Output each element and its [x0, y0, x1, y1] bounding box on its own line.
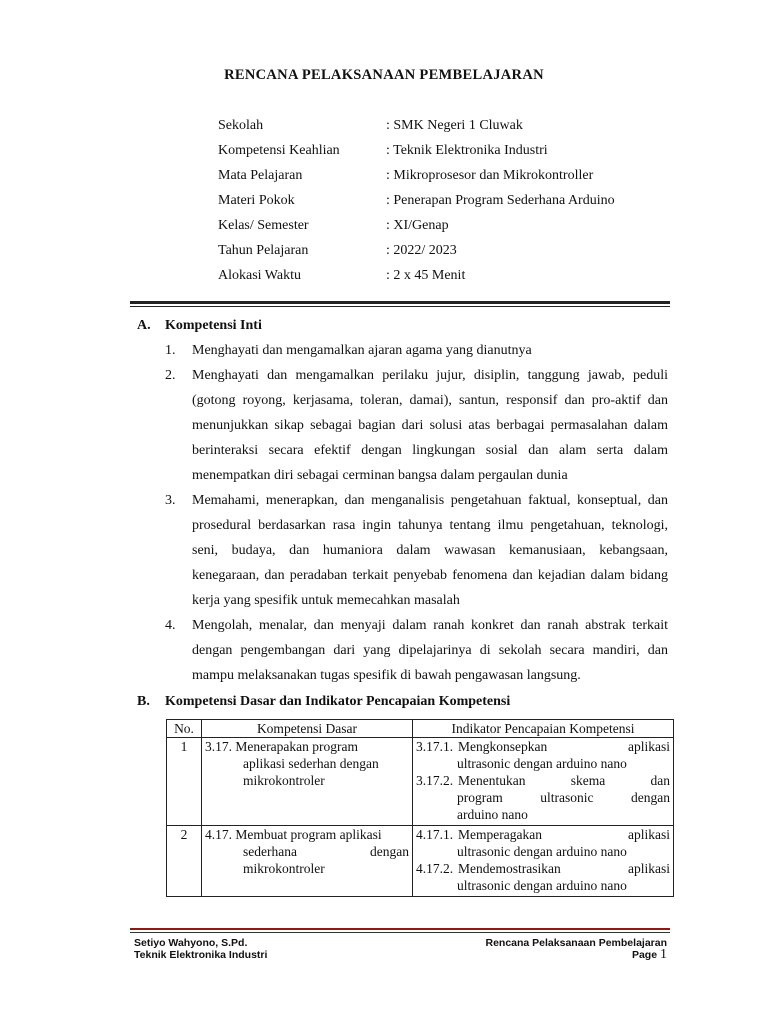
footer-department: Teknik Elektronika Industri: [134, 949, 268, 961]
footer-page-number: 1: [660, 947, 667, 962]
indicator-code: 3.17.2.: [416, 773, 454, 788]
indicator-text: Menentukan skema dan: [458, 773, 670, 788]
ki-item-3-line: prosedural berdasarkan rasa ingin tahunya tentang ilmu pengetahuan, teknologi,: [192, 518, 668, 533]
footer-page-label: Page: [631, 949, 658, 961]
info-value-mata-pelajaran: : Mikroprosesor dan Mikrokontroller: [386, 168, 594, 183]
footer-author: Setiyo Wahyono, S.Pd.: [134, 937, 248, 949]
ki-item-2-text: [192, 363, 668, 488]
document-title: RENCANA PELAKSANAAN PEMBELAJARAN: [224, 67, 544, 83]
kd-header-no: No.: [167, 720, 202, 738]
info-value-sekolah: : SMK Negeri 1 Cluwak: [386, 118, 523, 133]
table-row: [167, 738, 674, 826]
ki-item-3-number: 3.: [165, 493, 176, 508]
ki-item-3-line: kenegaraan, dan peradaban terkait penyebab fenomena dan kejadian dalam bidang: [192, 568, 668, 583]
ki-item-4-text: [192, 613, 668, 688]
info-value-kompetensi-keahlian: : Teknik Elektronika Industri: [386, 143, 548, 158]
section-b-title: Kompetensi Dasar dan Indikator Pencapaian Kompetensi: [165, 694, 511, 709]
info-value-alokasi-waktu: : 2 x 45 Menit: [386, 268, 466, 283]
info-label-kompetensi-keahlian: Kompetensi Keahlian: [218, 143, 340, 158]
indicator-text: ultrasonic dengan arduino nano: [457, 844, 627, 859]
info-value-kelas-semester: : XI/Genap: [386, 218, 449, 233]
ki-item-2-line: menunjukkan sikap sebagai bagian dari solusi atas berbagai permasalahan dalam: [192, 418, 668, 433]
kd-text: sederhana dengan: [243, 844, 409, 859]
kd-row-kompetensi-dasar: [202, 826, 413, 897]
kd-table-header-row: [167, 720, 674, 738]
ki-item-2-line: Menghayati dan mengamalkan perilaku jujur, disiplin, tanggung jawab, peduli: [192, 368, 668, 383]
ki-item-2-number: 2.: [165, 368, 176, 383]
section-a-letter: A.: [137, 318, 151, 333]
indicator-text: ultrasonic dengan arduino nano: [457, 878, 627, 893]
ki-item-2-line: (gotong royong, kerjasama, toleran, damai), santun, responsif dan pro-aktif dan: [192, 393, 668, 408]
ki-item-4-line: mampu melaksanakan tugas spesifik di bawah pengawasan langsung.: [192, 668, 581, 683]
section-b-letter: B.: [137, 694, 150, 709]
header-divider-thick: [130, 301, 670, 304]
indicator-item: [416, 860, 670, 894]
info-label-mata-pelajaran: Mata Pelajaran: [218, 168, 303, 183]
table-row: [167, 826, 674, 897]
indicator-text: ultrasonic dengan arduino nano: [457, 756, 627, 771]
info-label-sekolah: Sekolah: [218, 118, 264, 133]
kd-header-kompetensi-dasar: Kompetensi Dasar: [202, 720, 413, 738]
info-label-alokasi-waktu: Alokasi Waktu: [218, 268, 301, 283]
kd-row-kompetensi-dasar: [202, 738, 413, 826]
indicator-text: arduino nano: [457, 807, 528, 822]
indicator-code: 4.17.1.: [416, 827, 454, 842]
kd-row-indikator: [413, 738, 674, 826]
indicator-text: Memperagakan aplikasi: [458, 827, 670, 842]
kd-text: aplikasi sederhan dengan: [243, 756, 379, 771]
kd-text: mikrokontroler: [243, 861, 325, 876]
info-label-materi-pokok: Materi Pokok: [218, 193, 295, 208]
indicator-code: 3.17.1.: [416, 739, 454, 754]
footer-rule: [130, 932, 670, 933]
kd-row-no: 2: [167, 826, 202, 897]
info-value-tahun-pelajaran: : 2022/ 2023: [386, 243, 457, 258]
info-value-materi-pokok: : Penerapan Program Sederhana Arduino: [386, 193, 615, 208]
footer-rule-accent: [130, 928, 670, 930]
indicator-text: Mengkonsepkan aplikasi: [458, 739, 670, 754]
ki-item-3-line: kerja yang spesifik untuk memecahkan masalah: [192, 593, 460, 608]
info-label-tahun-pelajaran: Tahun Pelajaran: [218, 243, 309, 258]
ki-item-4-number: 4.: [165, 618, 176, 633]
ki-item-3-line: Memahami, menerapkan, dan menganalisis pengetahuan faktual, konseptual, dan: [192, 493, 668, 508]
indicator-text: Mendemostrasikan aplikasi: [458, 861, 670, 876]
indicator-code: 4.17.2.: [416, 861, 454, 876]
ki-item-3-text: [192, 488, 668, 613]
ki-item-4-line: Mengolah, menalar, dan menyaji dalam ranah konkret dan ranah abstrak terkait: [192, 618, 668, 633]
ki-item-1-line: Menghayati dan mengamalkan ajaran agama yang dianutnya: [192, 343, 532, 358]
indicator-item: [416, 826, 670, 860]
ki-item-1-number: 1.: [165, 343, 176, 358]
kd-row-indikator: [413, 826, 674, 897]
ki-item-4-line: dengan pengembangan dari yang dipelajarinya di sekolah secara mandiri, dan: [192, 643, 668, 658]
footer-page: [632, 947, 667, 963]
kd-row-no: 1: [167, 738, 202, 826]
info-label-kelas-semester: Kelas/ Semester: [218, 218, 309, 233]
kd-text: mikrokontroler: [243, 773, 325, 788]
kd-header-indikator: Indikator Pencapaian Kompetensi: [413, 720, 674, 738]
ki-item-2-line: menempatkan diri sebagai cerminan bangsa dalam pergaulan dunia: [192, 468, 568, 483]
kd-text: 3.17. Menerapakan program: [205, 739, 358, 754]
header-divider-thin: [130, 306, 670, 307]
kd-text: 4.17. Membuat program aplikasi: [205, 827, 382, 842]
ki-item-2-line: berinteraksi secara efektif dengan lingkungan sosial dan alam serta dalam: [192, 443, 668, 458]
indicator-item: [416, 772, 670, 823]
footer-doc-title: Rencana Pelaksanaan Pembelajaran: [485, 937, 667, 949]
ki-item-3-line: seni, budaya, dan humaniora dalam wawasan kemanusiaan, kebangsaan,: [192, 543, 668, 558]
section-a-title: Kompetensi Inti: [165, 318, 262, 333]
ki-item-1-text: [192, 338, 668, 363]
indicator-text: program ultrasonic dengan: [457, 790, 670, 805]
indicator-item: [416, 738, 670, 772]
kd-table: [166, 719, 674, 897]
